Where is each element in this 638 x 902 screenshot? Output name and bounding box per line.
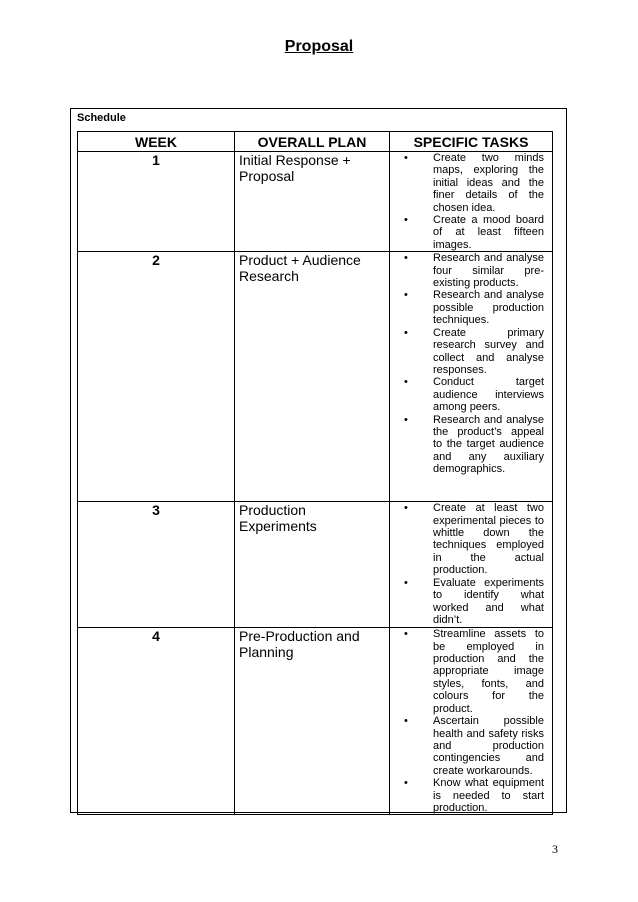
list-item — [390, 214, 544, 251]
task-list — [390, 152, 544, 251]
list-item — [390, 502, 544, 576]
task-list — [390, 252, 544, 475]
overall-plan: Pre-Production and Planning — [235, 628, 390, 815]
list-item — [390, 715, 544, 777]
week-number: 3 — [78, 502, 235, 628]
week-number: 2 — [78, 252, 235, 502]
schedule-frame — [70, 108, 567, 813]
list-item — [390, 152, 544, 214]
schedule-table — [77, 131, 553, 815]
table-header-row — [78, 132, 553, 152]
task-text: Evaluate experiments to identify what worked and what didn’t. — [433, 576, 544, 626]
bullet-icon: • — [404, 252, 408, 265]
list-item — [390, 376, 544, 413]
overall-plan: Initial Response + Proposal — [235, 152, 390, 252]
task-text: Streamline assets to be employed in production and the appropriate image styles, fonts, and colours for the product. — [433, 628, 544, 715]
list-item — [390, 628, 544, 715]
list-item — [390, 577, 544, 627]
bullet-icon: • — [404, 576, 408, 589]
list-item — [390, 289, 544, 326]
task-text: Research and analyse the product’s appeal to the target audience and any auxiliary demographics. — [433, 413, 544, 476]
list-item — [390, 414, 544, 476]
bullet-icon: • — [404, 289, 408, 302]
list-item — [390, 327, 544, 377]
header-specific-tasks: SPECIFIC TASKS — [390, 132, 553, 152]
list-item — [390, 252, 544, 289]
bullet-icon: • — [404, 376, 408, 389]
bullet-icon: • — [404, 152, 408, 164]
week-number: 1 — [78, 152, 235, 252]
bullet-icon: • — [404, 502, 408, 515]
task-text: Create two minds maps, exploring the initial ideas and the finer details of the chosen idea. — [433, 152, 544, 214]
specific-tasks-cell — [390, 152, 553, 252]
task-text: Know what equipment is needed to start production. — [433, 777, 544, 814]
page-number: 3 — [552, 842, 558, 856]
bullet-icon: • — [404, 214, 408, 227]
task-list — [390, 628, 544, 814]
overall-plan: Product + Audience Research — [235, 252, 390, 502]
specific-tasks-cell — [390, 502, 553, 628]
table-row — [78, 252, 553, 502]
table-row — [78, 502, 553, 628]
header-overall-plan: OVERALL PLAN — [235, 132, 390, 152]
week-number: 4 — [78, 628, 235, 815]
task-text: Conduct target audience interviews among peers. — [433, 376, 544, 414]
bullet-icon: • — [404, 413, 408, 426]
list-item — [390, 777, 544, 814]
bullet-icon: • — [404, 715, 408, 728]
bullet-icon: • — [404, 628, 408, 641]
task-text: Research and analyse four similar pre-existing products. — [433, 252, 544, 290]
header-week: WEEK — [78, 132, 235, 152]
table-row — [78, 628, 553, 815]
bullet-icon: • — [404, 777, 408, 790]
specific-tasks-cell — [390, 252, 553, 502]
specific-tasks-cell — [390, 628, 553, 815]
overall-plan: Production Experiments — [235, 502, 390, 628]
task-text: Create a mood board of at least fifteen images. — [433, 214, 544, 251]
task-text: Research and analyse possible production techniques. — [433, 289, 544, 327]
document-title: Proposal — [284, 38, 354, 55]
task-text: Ascertain possible health and safety risks and production contingencies and create workarounds. — [433, 715, 544, 777]
bullet-icon: • — [404, 326, 408, 339]
task-text: Create primary research survey and collect and analyse responses. — [433, 326, 544, 376]
table-row — [78, 152, 553, 252]
task-text: Create at least two experimental pieces to whittle down the techniques employed in the actual production. — [433, 502, 544, 577]
schedule-label: Schedule — [77, 112, 126, 124]
task-list — [390, 502, 544, 626]
